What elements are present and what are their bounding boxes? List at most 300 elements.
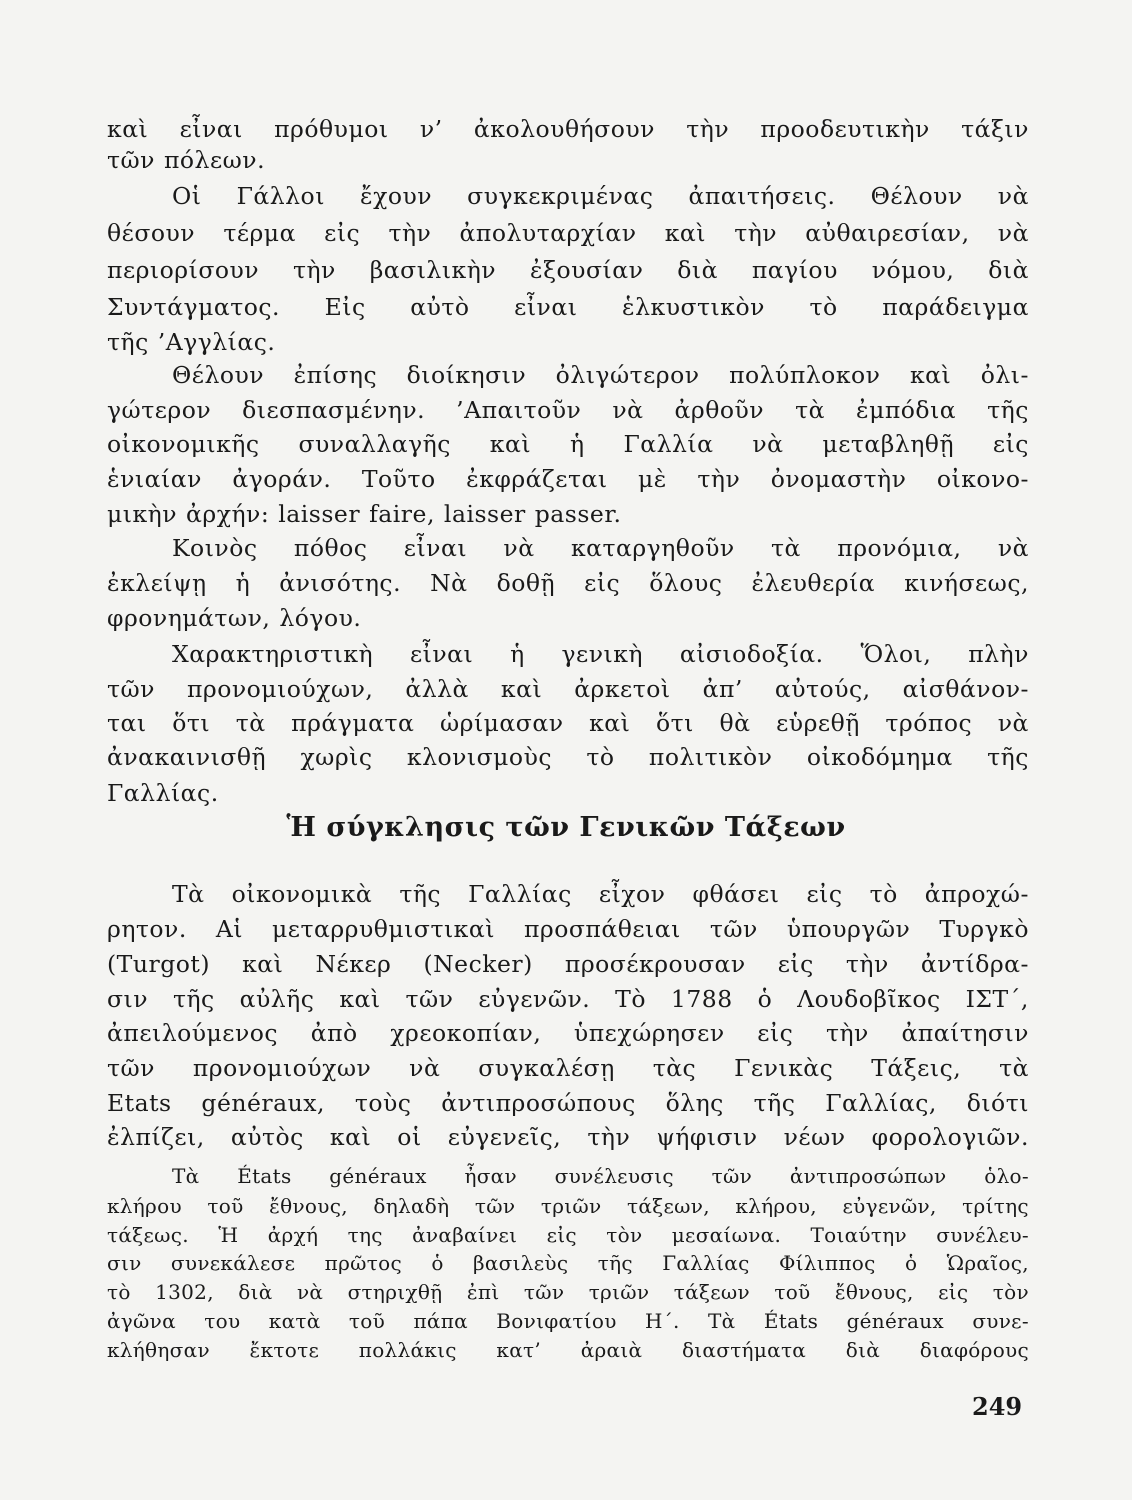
page-number: 249 <box>972 1392 1023 1421</box>
word: ἀλλὰ <box>405 675 469 703</box>
word: ἀπ’ <box>702 675 743 703</box>
word: Τοιαύτην <box>810 1223 907 1247</box>
word: τὴν <box>388 219 432 247</box>
word: καὶ <box>107 115 149 143</box>
word: μεταβληθῇ <box>822 430 955 458</box>
text-line <box>107 115 1029 143</box>
word: ὅτι <box>172 709 211 737</box>
word: σιν <box>107 1251 142 1275</box>
word: πράγματα <box>291 709 415 737</box>
word: Γαλλίας <box>662 1251 750 1275</box>
text-line <box>107 1089 1029 1117</box>
word: généraux, <box>201 1089 326 1117</box>
word: τὸ <box>809 293 838 321</box>
word: αὐλῆς <box>239 985 315 1013</box>
text-line <box>107 709 1029 737</box>
word: ἐπίσης <box>293 361 378 389</box>
text-line <box>172 534 1029 562</box>
word: τὰ <box>771 534 801 562</box>
word: τῆς <box>399 880 442 908</box>
word: τὰ <box>999 1054 1029 1082</box>
word: οἰκονομικὰ <box>231 880 373 908</box>
word: Φίλιππος <box>778 1251 876 1275</box>
word: ἡ <box>569 430 585 458</box>
word: κατ’ <box>496 1338 542 1362</box>
word: προσπάθειαι <box>523 915 681 943</box>
text-line <box>172 640 1029 668</box>
text-line <box>107 256 1029 284</box>
word: τὸ <box>586 743 615 771</box>
word: τὴν <box>587 1123 631 1151</box>
word: πρόθυμοι <box>274 115 389 143</box>
word: συνε- <box>972 1309 1029 1333</box>
text-line <box>107 465 1029 493</box>
word: τὸν <box>992 1280 1029 1304</box>
word: διὰ <box>845 1338 881 1362</box>
word: τὸ <box>869 880 898 908</box>
word: νὰ <box>612 396 644 424</box>
word: τρίτης <box>962 1194 1029 1218</box>
word: ἀρχήν: <box>186 500 270 528</box>
word: Αἱ <box>215 915 244 943</box>
word: καταργηθοῦν <box>570 534 735 562</box>
word: ἔκτοτε <box>249 1338 320 1362</box>
word: νὰ <box>997 182 1029 210</box>
word: αἰσθάνον- <box>902 675 1029 703</box>
word: laisser <box>443 500 526 528</box>
word: Ὡραῖος, <box>946 1251 1029 1275</box>
word: τρόπος <box>885 709 973 737</box>
text-line <box>107 430 1029 458</box>
word: καὶ <box>909 361 952 389</box>
word: κατὰ <box>268 1309 321 1333</box>
word: καὶ <box>664 219 706 247</box>
word: ὅλους <box>649 569 723 597</box>
word: ἡ <box>235 569 251 597</box>
word: τὴν <box>686 115 730 143</box>
word: αὐτούς, <box>774 675 871 703</box>
word: ἔχουν <box>360 182 433 210</box>
word: généraux <box>329 1164 427 1188</box>
word: τάξεων, <box>627 1194 710 1218</box>
word: ὀλιγώτερον <box>555 361 700 389</box>
text-line <box>107 743 1029 771</box>
word: Τοῦτο <box>361 465 436 493</box>
text-line <box>107 985 1029 1013</box>
word: τὰ <box>235 709 266 737</box>
text-line <box>107 604 1029 632</box>
word: της <box>347 1223 383 1247</box>
word: ἀρχή <box>267 1223 319 1247</box>
word: ρητον. <box>107 915 187 943</box>
word: αὐθαιρεσίαν, <box>805 219 970 247</box>
text-line <box>172 880 1029 908</box>
word: ἔθνους, <box>834 1280 914 1304</box>
word: προσέκρουσαν <box>564 950 746 978</box>
word: Νὰ <box>430 569 468 597</box>
word: παγίου <box>751 256 838 284</box>
word: τριῶν <box>540 1194 602 1218</box>
text-line <box>107 146 1029 174</box>
word: εἰς <box>584 569 621 597</box>
word: συγκεκριμένας <box>467 182 654 210</box>
word: ὀνομαστὴν <box>770 465 907 493</box>
word: εὐγενῶν, <box>842 1194 937 1218</box>
word: κλήθησαν <box>107 1338 210 1362</box>
word: εἰς <box>938 1280 969 1304</box>
word: Συντάγματος. <box>107 293 281 321</box>
word: συνεκάλεσε <box>170 1251 296 1275</box>
word: τῶν <box>711 1164 753 1188</box>
word: ὑπουργῶν <box>786 915 911 943</box>
word: ἀντίδρα- <box>920 950 1029 978</box>
text-line <box>172 182 1029 210</box>
word: Τὰ <box>172 1164 200 1188</box>
word: παράδειγμα <box>882 293 1029 321</box>
word: Γαλλίας. <box>107 779 219 807</box>
word: ψήφισιν <box>656 1123 758 1151</box>
word: ἐπὶ <box>466 1280 500 1304</box>
word: εὐγενῶν. <box>478 985 591 1013</box>
word: ἐλπίζει, <box>107 1123 205 1151</box>
word: ἀνισότης. <box>279 569 402 597</box>
word: ἀρθοῦν <box>674 396 765 424</box>
word: 1788 <box>670 985 733 1013</box>
word: ν’ <box>419 115 443 143</box>
word: εἰς <box>806 880 843 908</box>
word: δηλαδὴ <box>373 1194 450 1218</box>
word: νὰ <box>296 1280 324 1304</box>
word: προνομιούχων, <box>186 675 374 703</box>
text-line <box>107 396 1029 424</box>
text-line <box>107 1123 1029 1151</box>
text-line <box>107 1054 1029 1082</box>
word: γώτερον <box>107 396 212 424</box>
footnote-line <box>107 1280 1029 1304</box>
word: βασιλικὴν <box>369 256 497 284</box>
word: ται <box>107 709 147 737</box>
word: ἀκολουθήσουν <box>473 115 655 143</box>
word: λόγου. <box>279 604 362 632</box>
word: τῶν <box>107 1054 155 1082</box>
word: πόθος <box>293 534 368 562</box>
word: τῶν <box>107 146 155 174</box>
word: τὴν <box>825 1019 869 1047</box>
footnote-line <box>107 1223 1029 1247</box>
word: προοδευτικὴν <box>760 115 930 143</box>
word: Εἰς <box>324 293 366 321</box>
word: Ὅλοι, <box>860 640 932 668</box>
word: ἀγοράν. <box>232 465 332 493</box>
word: ὁ <box>904 1251 918 1275</box>
word: (Necker) <box>423 950 533 978</box>
word: passer. <box>534 500 622 528</box>
word: θέσουν <box>107 219 196 247</box>
word: Γενικὰς <box>734 1054 834 1082</box>
word: εἰς <box>546 1223 577 1247</box>
word: τοῦ <box>348 1309 386 1333</box>
word: ἀπολυταρχίαν <box>459 219 637 247</box>
word: μεταρρυθμιστικαὶ <box>272 915 495 943</box>
word: τῆς <box>107 328 149 356</box>
word: συνέλευσις <box>554 1164 674 1188</box>
word: ἑνιαίαν <box>107 465 202 493</box>
footnote-line <box>107 1309 1029 1333</box>
word: εἰς <box>324 219 361 247</box>
word: ἐκφράζεται <box>466 465 608 493</box>
word: ἐμπόδια <box>855 396 957 424</box>
word: Etats <box>107 1089 172 1117</box>
word: κλήρου <box>107 1194 182 1218</box>
word: εἶναι <box>409 640 474 668</box>
word: ἀπροχώ- <box>924 880 1029 908</box>
text-line <box>107 293 1029 321</box>
word: εὐγενεῖς, <box>447 1123 562 1151</box>
word: συνέλευ- <box>936 1223 1029 1247</box>
word: τοὺς <box>354 1089 412 1117</box>
word: ὁλο- <box>984 1164 1029 1188</box>
word: ἀπαιτήσεις. <box>688 182 836 210</box>
word: généraux <box>846 1309 944 1333</box>
word: τῆς <box>597 1251 633 1275</box>
word: États <box>763 1309 819 1333</box>
word: νὰ <box>997 219 1029 247</box>
word: τῶν <box>405 985 454 1013</box>
word: τάξεως. <box>107 1223 189 1247</box>
word: ’Αγγλίας. <box>157 328 276 356</box>
word: ἐκλείψῃ <box>107 569 207 597</box>
word: καὶ <box>339 985 381 1013</box>
section-heading: Ἡ σύγκλησις τῶν Γενικῶν Τάξεων <box>286 812 846 843</box>
word: τῶν <box>474 1194 516 1218</box>
word: πολιτικὸν <box>648 743 773 771</box>
footnote-line <box>107 1194 1029 1218</box>
word: τὴν <box>845 950 889 978</box>
word: Τάξεις, <box>871 1054 962 1082</box>
word: Θέλουν <box>172 361 265 389</box>
text-line <box>107 915 1029 943</box>
word: οἰκονο- <box>936 465 1029 493</box>
word: τάξιν <box>961 115 1029 143</box>
word: ἦσαν <box>464 1164 517 1188</box>
word: καὶ <box>500 675 543 703</box>
word: Τὸ <box>615 985 646 1013</box>
word: ἀντιπροσώπους <box>441 1089 636 1117</box>
word: βασιλεὺς <box>473 1251 569 1275</box>
word: πολλάκις <box>358 1338 457 1362</box>
text-line <box>172 361 1029 389</box>
word: διὰ <box>238 1280 273 1304</box>
word: διότι <box>966 1089 1029 1117</box>
word: Τὰ <box>708 1309 736 1333</box>
word: φορολογιῶν. <box>871 1123 1029 1151</box>
word: États <box>237 1164 292 1188</box>
text-line <box>107 219 1029 247</box>
word: τάξεων <box>673 1280 750 1304</box>
word: ἀγῶνα <box>107 1309 176 1333</box>
word: ἀπειλούμενος <box>107 1019 279 1047</box>
word: οἱ <box>397 1123 422 1151</box>
word: συναλλαγῆς <box>298 430 451 458</box>
text-line <box>107 328 1029 356</box>
word: τῶν <box>709 915 758 943</box>
word: πόλεων. <box>163 146 266 174</box>
word: διὰ <box>677 256 718 284</box>
word: 1302, <box>155 1280 214 1304</box>
word: ἀραιὰ <box>580 1338 643 1362</box>
word: μεσαίωνα. <box>671 1223 782 1247</box>
word: ἀρκετοὶ <box>574 675 671 703</box>
word: οἰκονομικῆς <box>107 430 260 458</box>
word: εὑρεθῇ <box>776 709 860 737</box>
word: νὰ <box>503 534 535 562</box>
word: διοίκησιν <box>406 361 527 389</box>
word: πολύπλοκον <box>729 361 881 389</box>
word: καὶ <box>242 950 284 978</box>
word: τῆς <box>987 743 1029 771</box>
word: κλονισμοὺς <box>406 743 553 771</box>
word: τῆς <box>987 396 1029 424</box>
word: πλὴν <box>968 640 1029 668</box>
word: οἰκοδόμημα <box>806 743 953 771</box>
word: διαστήματα <box>681 1338 807 1362</box>
word: Η΄. <box>645 1309 680 1333</box>
word: Χαρακτηριστικὴ <box>172 640 374 668</box>
word: εἶχον <box>598 880 666 908</box>
word: σιν <box>107 985 149 1013</box>
word: ὀλι- <box>980 361 1029 389</box>
word: Νέκερ <box>315 950 392 978</box>
word: περιορίσουν <box>107 256 260 284</box>
word: ὅτι <box>656 709 694 737</box>
word: νὰ <box>409 1054 441 1082</box>
word: Γαλλίας <box>468 880 572 908</box>
word: ἑλκυστικὸν <box>622 293 765 321</box>
word: εἰς <box>992 430 1029 458</box>
word: laisser <box>278 500 361 528</box>
word: ὅλης <box>665 1089 724 1117</box>
word: χρεοκοπίαν, <box>390 1019 542 1047</box>
footnote-line <box>172 1164 1029 1188</box>
text-line <box>107 500 1029 528</box>
word: Οἱ <box>172 182 202 210</box>
footnote-line <box>107 1338 1029 1362</box>
word: Γάλλοι <box>236 182 325 210</box>
word: καὶ <box>329 1123 372 1151</box>
word: faire, <box>369 500 435 528</box>
word: ’Απαιτοῦν <box>456 396 582 424</box>
word: μικὴν <box>107 500 178 528</box>
word: ὁ <box>757 985 773 1013</box>
word: ἐξουσίαν <box>529 256 644 284</box>
word: κλήρου, <box>735 1194 817 1218</box>
word: τριῶν <box>588 1280 650 1304</box>
text-line <box>107 779 1029 807</box>
word: τῆς <box>753 1089 796 1117</box>
word: Βονιφατίου <box>496 1309 617 1333</box>
footnote-line <box>107 1251 1029 1275</box>
word: τὰ <box>795 396 825 424</box>
word: του <box>204 1309 241 1333</box>
word: ἡ <box>510 640 525 668</box>
word: εἰς <box>777 950 814 978</box>
word: Τυργκὸ <box>939 915 1029 943</box>
word: κινήσεως, <box>904 569 1029 597</box>
word: Γαλλίας, <box>825 1089 937 1117</box>
word: τοῦ <box>774 1280 811 1304</box>
word: στηριχθῇ <box>347 1280 443 1304</box>
word: πάπα <box>413 1309 468 1333</box>
word: προνόμια, <box>837 534 962 562</box>
word: τῶν <box>107 675 155 703</box>
word: ἀνακαινισθῇ <box>107 743 267 771</box>
text-line <box>107 1019 1029 1047</box>
word: τὴν <box>734 219 778 247</box>
word: συγκαλέσῃ <box>478 1054 615 1082</box>
word: τῶν <box>523 1280 565 1304</box>
word: γενικὴ <box>561 640 643 668</box>
word: θὰ <box>719 709 751 737</box>
word: τέρμα <box>223 219 296 247</box>
word: ΙΣΤ΄, <box>965 985 1029 1013</box>
word: τῆς <box>172 985 215 1013</box>
word: τὴν <box>697 465 741 493</box>
word: Τὰ <box>172 880 205 908</box>
word: δοθῇ <box>496 569 556 597</box>
word: εἶναι <box>514 293 578 321</box>
word: εἶναι <box>403 534 468 562</box>
text-line <box>107 675 1029 703</box>
word: διὰ <box>988 256 1029 284</box>
word: νὰ <box>752 430 784 458</box>
word: ὑπεχώρησεν <box>573 1019 725 1047</box>
word: νόμου, <box>871 256 955 284</box>
word: τὸ <box>107 1280 131 1304</box>
word: φθάσει <box>692 880 780 908</box>
word: Λουδοβῖκος <box>797 985 941 1013</box>
word: ἀναβαίνει <box>412 1223 518 1247</box>
word: ὡρίμασαν <box>439 709 564 737</box>
word: ἀπὸ <box>310 1019 358 1047</box>
word: αἰσιοδοξία. <box>679 640 824 668</box>
text-line <box>107 569 1029 597</box>
text-line <box>107 950 1029 978</box>
word: καὶ <box>589 709 631 737</box>
word: πρῶτος <box>324 1251 402 1275</box>
word: προνομιούχων <box>192 1054 372 1082</box>
word: αὐτὸ <box>410 293 470 321</box>
word: (Turgot) <box>107 950 211 978</box>
word: χωρὶς <box>300 743 373 771</box>
word: τὴν <box>292 256 336 284</box>
word: νὰ <box>997 534 1029 562</box>
word: μὲ <box>638 465 667 493</box>
word: τὸν <box>606 1223 643 1247</box>
word: διαφόρους <box>919 1338 1029 1362</box>
word: νέων <box>783 1123 846 1151</box>
word: Γαλλία <box>623 430 714 458</box>
word: αὐτὸς <box>230 1123 304 1151</box>
word: τὰς <box>652 1054 697 1082</box>
word: ἐλευθερία <box>751 569 876 597</box>
word: τοῦ <box>207 1194 244 1218</box>
word: εἶναι <box>179 115 243 143</box>
word: νὰ <box>997 709 1029 737</box>
word: διεσπασμένην. <box>242 396 426 424</box>
word: ἀπαίτησιν <box>901 1019 1029 1047</box>
word: ἀντιπροσώπων <box>789 1164 947 1188</box>
word: Θέλουν <box>870 182 963 210</box>
